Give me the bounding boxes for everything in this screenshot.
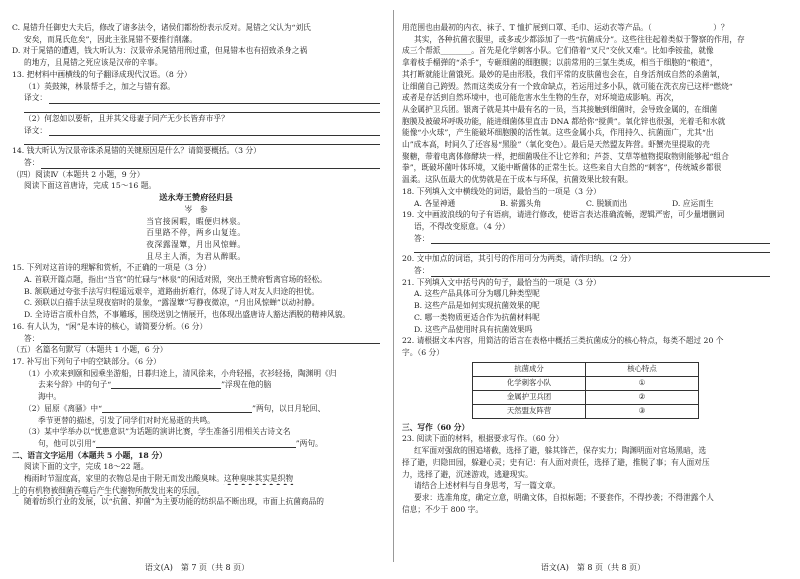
material-line-3: 力，选择了避，沉迷游戏，逃避现实。	[402, 469, 533, 479]
section-4-intro: 阅读下面这首唐诗，完成 15～16 题。	[24, 181, 157, 191]
q13-sentence-2: （2）何忽如以要斩，且并其父母妻子同产无少长皆弃市乎？	[24, 113, 229, 123]
wavy-underlined-sentence-cont: 上的有机物被细菌吞噬后产生代谢物所散发出来的乐园。	[12, 485, 205, 495]
passage-line-5: 其打断就能让菌饿死。最妙的是由形股，我们平常的皮肤菌也会在，自身活剂成自然的杀菌氧，	[402, 69, 725, 79]
page-8-column	[402, 22, 770, 515]
q16-prompt: 16. 有人认为，“闲”是本诗的核心，请简要分析。（6 分）	[12, 321, 208, 331]
section-5-heading: （五）名篇名句默写（本题共 1 小题，6 分）	[12, 345, 168, 355]
answer-label: 答：	[414, 233, 430, 243]
q18-option-c: C. 脱颖而出	[586, 198, 628, 208]
table-cell-answer[interactable]: ③	[586, 404, 699, 418]
answer-label: 译文：	[24, 93, 48, 103]
q15-option-a: A. 首联开篇点题，指出“当官”的忙碌与“林泉”的闲适对照，突出王赞府暂离官场的轻松。	[24, 275, 327, 285]
passage-line-6: 让细菌自己跨毁。然而这类成分有一个致命缺点，若运用过多小队，就可能在洗衣房已这样“燃烧“	[402, 81, 733, 91]
q21-option-b: B. 这些产品是如何实现抗菌效果的呢	[414, 301, 540, 311]
q12-option-c: C. 晁错升任御史大夫后，修改了诸多法令，诸侯们都纷纷表示反对。晁错之父认为“刘氏	[12, 23, 311, 32]
q19-answer-line-2[interactable]	[402, 244, 770, 253]
wavy-underlined-sentence: 这种臭味其实是织物	[223, 474, 294, 484]
q16-answer-line[interactable]	[12, 333, 380, 345]
table-cell-name: 金属护卫兵团	[473, 390, 586, 404]
page-8-footer: 语文(A) 第 8 页（共 8 页）	[540, 563, 646, 572]
q17-3-line-a: （3）某中学举办以“忧患意识”为话题的演讲比赛，学生准备引用相关古诗文名	[24, 427, 291, 437]
q17-prompt: 17. 补写出下列句子中的空缺部分。（6 分）	[12, 356, 161, 366]
passage-line-2: 其实，各种抗菌衣服里，或多或少都添加了一些“抗菌成分”。这些往往起着类似于警察的作用，存	[414, 34, 745, 44]
q18-options	[402, 198, 770, 210]
q19-prompt-cont: 语，不得改变原意。（4 分）	[414, 221, 510, 231]
table-cell-answer[interactable]: ①	[586, 376, 699, 390]
section-2-heading: 二、语言文字运用（本题共 5 小题，18 分）	[12, 450, 167, 460]
passage-line-8: 从金属护卫兵团。银离子就是其中最有名的一员，当其接触到细菌时，会导致金属的，在细菌	[402, 104, 718, 114]
section-3-heading: 三、写作（60 分）	[402, 422, 470, 432]
passage-text: 梅雨时节湿度高，家里的衣物总是由于附无而发出酸臭味。	[24, 474, 224, 484]
q19-answer-line[interactable]	[402, 233, 770, 245]
table-cell-answer[interactable]: ②	[586, 390, 699, 404]
poem-line-2: 百里路不停，两乡山复连。	[146, 228, 246, 238]
q13-sentence-1: （1）英鼓辣，林景帮手之，加之与错有郄。	[24, 81, 175, 91]
poem-line-1: 当官接闲暇，暇便归林泉。	[146, 216, 246, 226]
q17-1-line-a: （1）小欢来到颐和园乘坐游船，日暮归途上，清风徐来，小舟轻摇，衣衫轻扬，陶渊明《归	[24, 368, 337, 378]
q17-1-text: 去来兮辞》中的句子“	[38, 380, 112, 390]
table-row	[473, 376, 699, 390]
answer-label: 译文：	[24, 125, 48, 135]
passage-line-1: 用范围也由最初的内衣、袜子、T 恤扩展到口罩、毛巾、运动衣等产品。（ ）？	[402, 23, 729, 32]
passage-line-11: 山”成本高，时间久了还容易“黑脸”（氧化变色）。最后是天然盟友阵营。虾蟹壳里提取的壳	[402, 140, 710, 150]
poem-line-4: 且尽主人酒，为君从醉眠。	[146, 251, 246, 261]
q13-2-answer-line[interactable]	[12, 125, 380, 137]
page-7-footer: 语文(A) 第 7 页（共 8 页）	[144, 563, 250, 572]
q15-option-b: B. 颔联通过夸张手法写归程遥远艰辛，道路曲折难行，体现了诗人对友人归途的担忧。	[24, 286, 319, 296]
q20-answer-line[interactable]	[402, 265, 770, 277]
q22-prompt-cont: 字。（6 分）	[402, 347, 444, 357]
q17-1-text-end: ”浮现在他的脑	[221, 380, 272, 390]
passage-line-13: 拳”，既破坏菌叶体环境，又能中断菌体的正常生长。这些来自大自然的“刺客”，传统城乡都很	[402, 163, 722, 173]
q12-option-c-cont: 安矣，而晁氏危矣”，因此主张晁错不要推行削藩。	[24, 34, 198, 44]
q18-option-d: D. 应运而生	[672, 198, 714, 208]
table-row	[473, 390, 699, 404]
writing-requirements: 要求：选准角度，确定立意，明确文体，自拟标题；不要套作，不得抄袭；不得泄露个人	[414, 492, 714, 502]
q18-option-b: B. 崭露头角	[500, 198, 542, 208]
section-2-intro: 阅读下面的文字，完成 18～22 题。	[24, 462, 149, 472]
answer-label: 答：	[24, 158, 40, 168]
passage-line-7: 或者是存活到自然环境中，也可能危害水生生物的生存，对环境造成影响。再次，	[402, 93, 679, 103]
q13-1-answer-line[interactable]	[12, 92, 380, 104]
q17-3-text-end: ”两句。	[295, 438, 323, 448]
page-8-marker: 第8页	[790, 562, 793, 563]
page-7-column	[12, 22, 380, 508]
q21-option-a: A. 这些产品具体可分为哪几种类型呢	[414, 289, 540, 299]
q15-option-d: D. 全诗语言质朴自然，不事雕琢，围绕送别之情展开，也体现出盛唐诗人豁达洒脱的精神风貌。	[24, 310, 350, 320]
q13-2-answer-line-2[interactable]	[12, 136, 380, 145]
table-cell-name: 天然盟友阵营	[473, 404, 586, 418]
table-header-cell: 抗菌成分	[473, 362, 586, 376]
q19-prompt: 19. 文中画波浪线的句子有语病，请进行修改，使语言表达准确流畅，逻辑严密，可少量增删词	[402, 210, 725, 220]
passage-line-3: 成三个帮派________。首先是化学刺客小队。它们借着“叉尺”交伙又难“。比如季铵盐，就像	[402, 46, 714, 56]
q17-1-line-c: 海中。	[38, 392, 62, 402]
table-header-row	[473, 362, 699, 376]
q15-prompt: 15. 下列对这首诗的理解和赏析，不正确的一项是（3 分）	[12, 263, 211, 273]
q20-prompt: 20. 文中加点的词语，其引号的作用可分为两类，请作归纳。（2 分）	[402, 254, 636, 264]
table-header-cell: 核心特点	[586, 362, 699, 376]
q18-option-a: A. 各显神通	[414, 198, 456, 208]
section-4-heading: （四）阅读Ⅳ（本题共 2 小题，9 分）	[12, 169, 145, 179]
passage-line-9: 胞膜及被破坏呼吸功能，能进细菌体里直击 DNA 都给你“搅黄”。氧化锌也很强，光着毛和水就	[402, 116, 726, 126]
q17-3-line-b	[12, 438, 380, 450]
q21-prompt: 21. 下列填入文中括号内的句子，最恰当的一项是（3 分）	[402, 277, 601, 287]
q21-option-c: C. 哪一类物质更适合作为抗菌材料呢	[414, 312, 540, 322]
answer-label: 答：	[414, 266, 430, 276]
q17-2-line-a	[12, 403, 380, 415]
poem-title: 送永寿王赞府径归县	[159, 192, 233, 203]
page-divider	[393, 10, 394, 562]
q12-option-d-cont: 的地方，且晁错之死应该是汉帝的辛事。	[24, 58, 163, 68]
material-line-1: 红军面对强敌的围追堵截，选择了避，躲其锋芒，保存实力；陶渊明面对官场黑暗，选	[414, 446, 707, 456]
q17-2-text-end: ”两句，以日月轮回、	[252, 403, 326, 413]
passage-para-2: 随着纺织行业的发展，以“抗菌、抑菌”为主要功能的纺织品不断出现，市面上抗菌商品的	[24, 497, 324, 507]
page-7-marker: 第7页	[4, 562, 7, 563]
q14-prompt: 14. 钱大昕认为汉景帝诛杀晁错的关键原因是什么？请简要概括。（3 分）	[12, 146, 261, 156]
q13-1-answer-line-2[interactable]	[12, 104, 380, 113]
passage-para-1-cont	[12, 485, 380, 497]
q15-option-c: C. 颈联以白描手法呈现夜宿时的景象，“露湿簟”写静夜微凉，“月出风惊蝉”以动衬静。	[24, 298, 320, 308]
q17-2-blank[interactable]	[102, 403, 252, 413]
table-cell-name: 化学刺客小队	[473, 376, 586, 390]
poem-line-3: 夜深露湿簟，月出风惊蝉。	[146, 239, 246, 249]
poem-author: 岑 参	[184, 204, 208, 214]
q22-table	[472, 362, 699, 419]
q17-1-blank[interactable]	[111, 379, 221, 389]
q17-1-line-b	[12, 379, 380, 391]
passage-para-1	[12, 473, 380, 485]
q21-option-d: D. 这些产品使用时具有抗菌效果吗	[414, 324, 533, 334]
passage-line-4: 拿着枝手榴弹的“杀手”，专砸细菌的细胞膜；以前常用的三氯生类成，相当于细胞的“粮道”，	[402, 58, 718, 68]
passage-line-12: 聚糖，带着电离体修酵块一样，把细菌吸住不让它养和；芦荟、艾草等植物提取物则能够起“组合	[402, 151, 729, 161]
q22-prompt: 22. 请根据文本内容，用简洁的语言在表格中概括三类抗菌成分的核心特点，每类不超过 20 个	[402, 336, 724, 346]
passage-line-10: 能像“小火球”，产生能破坏细胞膜的活性氧。这些金属小兵，作用持久、抗菌面广，尤其“出	[402, 128, 714, 138]
q17-3-blank[interactable]	[96, 438, 296, 448]
q14-answer-line[interactable]	[12, 157, 380, 169]
q13-prompt: 13. 把材料中画横线的句子翻译成现代汉语。（8 分）	[12, 69, 192, 79]
q23-prompt: 23. 阅读下面的材料，根据要求写作。（60 分）	[402, 434, 564, 444]
passage-line-14: 温柔。这队伍最大的优势就是在于成本与环保，抗菌效果比较有限。	[402, 175, 633, 185]
q18-prompt: 18. 下列填入文中横线处的词语，最恰当的一项是（3 分）	[402, 186, 601, 196]
q17-2-text: （2）屈原《离骚》中“	[24, 403, 103, 413]
material-line-2: 择了避，归隐田园，躲避心灵；史有记：有人面对责任，选择了避，推脱了事；有人面对压	[402, 457, 710, 467]
answer-label: 答：	[24, 333, 40, 343]
table-row	[473, 404, 699, 418]
q12-option-d: D. 对于晁错的遭遇，钱大昕认为：汉景帝杀晁错用刑过重，但晁错本也有招致杀身之祸	[12, 46, 308, 56]
writing-requirements-cont: 信息；不少于 800 字。	[402, 504, 484, 514]
q17-2-line-b: 季节更替的描述，引发了同学们对时光易逝的共鸣。	[38, 415, 215, 425]
q17-3-text: 句，他可以引用“	[38, 438, 96, 448]
writing-instruction: 请结合上述材料与自身思考，写一篇文章。	[414, 481, 561, 491]
